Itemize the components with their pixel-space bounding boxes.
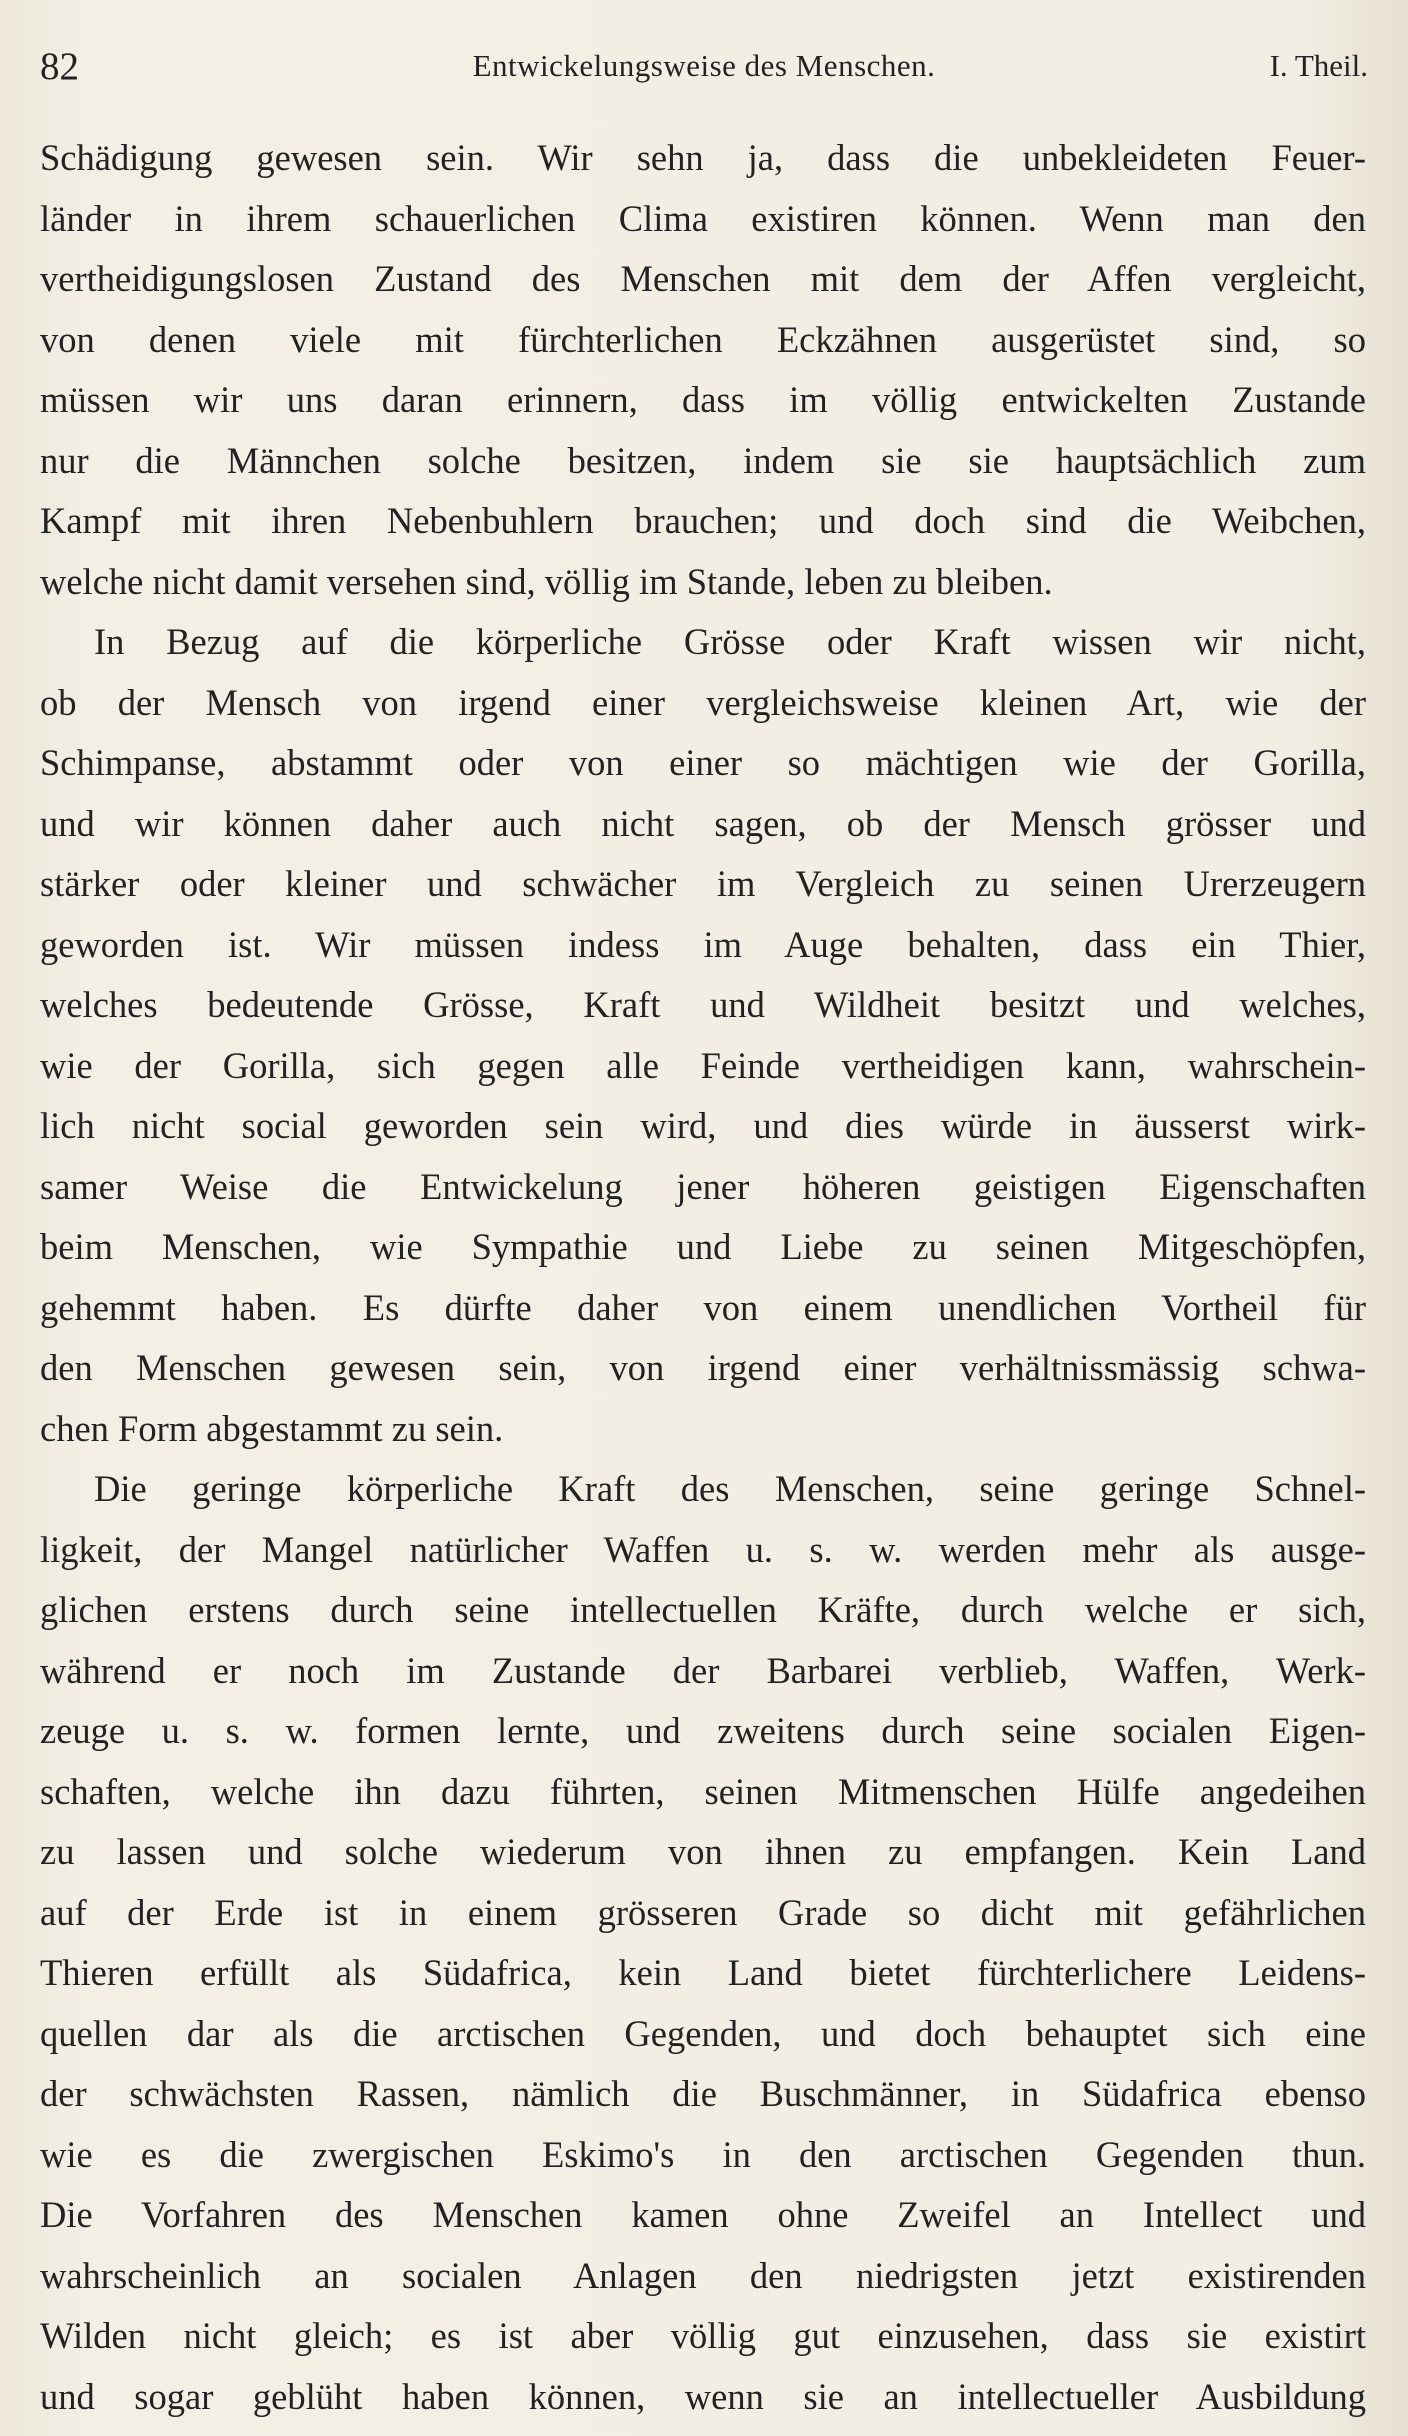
text-line: der schwächsten Rassen, nämlich die Buschmänner, in Südafrica ebenso	[40, 2073, 1366, 2114]
text-line: Wilden nicht gleich; es ist aber völlig gut einzusehen, dass sie existirt	[40, 2315, 1366, 2356]
running-head	[40, 44, 1368, 94]
paragraph	[40, 1459, 1366, 2427]
running-title: Entwickelungsweise des Menschen.	[472, 48, 936, 83]
text-line: und wir können daher auch nicht sagen, ob der Mensch grösser und	[40, 802, 1366, 844]
text-line: wie der Gorilla, sich gegen alle Feinde vertheidigen kann, wahrschein-	[40, 1044, 1366, 1086]
text-line: wie es die zwergischen Eskimo's in den arctischen Gegenden thun.	[40, 2133, 1366, 2175]
text-line: stärker oder kleiner und schwächer im Vergleich zu seinen Urerzeugern	[40, 863, 1366, 904]
text-line: In Bezug auf die körperliche Grösse oder Kraft wissen wir nicht,	[94, 621, 1366, 662]
text-line: von denen viele mit fürchterlichen Eckzähnen ausgerüstet sind, so	[40, 318, 1366, 360]
text-line: welche nicht damit versehen sind, völlig im Stande, leben zu bleiben.	[40, 560, 1053, 602]
text-line: und sogar geblüht haben können, wenn sie an intellectueller Ausbildung	[40, 2375, 1366, 2417]
text-line: den Menschen gewesen sein, von irgend einer verhältnissmässig schwa-	[40, 1347, 1366, 1388]
text-line: schaften, welche ihn dazu führten, seinen Mitmenschen Hülfe angedeihen	[40, 1770, 1366, 1812]
text-line: Die geringe körperliche Kraft des Menschen, seine geringe Schnel-	[94, 1468, 1366, 1509]
text-line: vertheidigungslosen Zustand des Menschen mit dem der Affen vergleicht,	[40, 258, 1366, 299]
paragraph	[40, 612, 1366, 1459]
text-line: ob der Mensch von irgend einer vergleichsweise kleinen Art, wie der	[40, 681, 1366, 723]
text-line: Kampf mit ihren Nebenbuhlern brauchen; und doch sind die Weibchen,	[40, 500, 1366, 541]
text-line: welches bedeutende Grösse, Kraft und Wildheit besitzt und welches,	[40, 984, 1366, 1025]
text-line: gehemmt haben. Es dürfte daher von einem unendlichen Vortheil für	[40, 1286, 1366, 1328]
text-line: Thieren erfüllt als Südafrica, kein Land bietet fürchterlichere Leidens-	[40, 1952, 1366, 1993]
text-line: wahrscheinlich an socialen Anlagen den niedrigsten jetzt existirenden	[40, 2254, 1366, 2296]
text-line: beim Menschen, wie Sympathie und Liebe zu seinen Mitgeschöpfen,	[40, 1226, 1366, 1267]
body-text	[40, 128, 1366, 2427]
text-line: Schimpanse, abstammt oder von einer so mächtigen wie der Gorilla,	[40, 742, 1366, 783]
text-line: auf der Erde ist in einem grösseren Grade so dicht mit gefährlichen	[40, 1891, 1366, 1933]
paragraph	[40, 128, 1366, 612]
text-line: quellen dar als die arctischen Gegenden, und doch behauptet sich eine	[40, 2012, 1366, 2054]
text-line: müssen wir uns daran erinnern, dass im völlig entwickelten Zustande	[40, 379, 1366, 420]
text-line: glichen erstens durch seine intellectuellen Kräfte, durch welche er sich,	[40, 1589, 1366, 1630]
text-line: nur die Männchen solche besitzen, indem sie sie hauptsächlich zum	[40, 439, 1366, 481]
text-line: zeuge u. s. w. formen lernte, und zweitens durch seine socialen Eigen-	[40, 1710, 1366, 1751]
page-number: 82	[40, 45, 79, 88]
part-label: I. Theil.	[1269, 48, 1368, 83]
text-line: ligkeit, der Mangel natürlicher Waffen u. s. w. werden mehr als ausge-	[40, 1528, 1366, 1570]
text-line: während er noch im Zustande der Barbarei verblieb, Waffen, Werk-	[40, 1649, 1366, 1691]
text-line: geworden ist. Wir müssen indess im Auge behalten, dass ein Thier,	[40, 923, 1366, 965]
text-line: Die Vorfahren des Menschen kamen ohne Zweifel an Intellect und	[40, 2194, 1366, 2235]
text-line: samer Weise die Entwickelung jener höheren geistigen Eigenschaften	[40, 1165, 1366, 1207]
text-line: chen Form abgestammt zu sein.	[40, 1407, 504, 1449]
text-line: lich nicht social geworden sein wird, und dies würde in äusserst wirk-	[40, 1105, 1366, 1146]
text-line: länder in ihrem schauerlichen Clima existiren können. Wenn man den	[40, 197, 1366, 239]
text-line: zu lassen und solche wiederum von ihnen zu empfangen. Kein Land	[40, 1831, 1366, 1872]
text-line: Schädigung gewesen sein. Wir sehn ja, dass die unbekleideten Feuer-	[40, 137, 1366, 178]
